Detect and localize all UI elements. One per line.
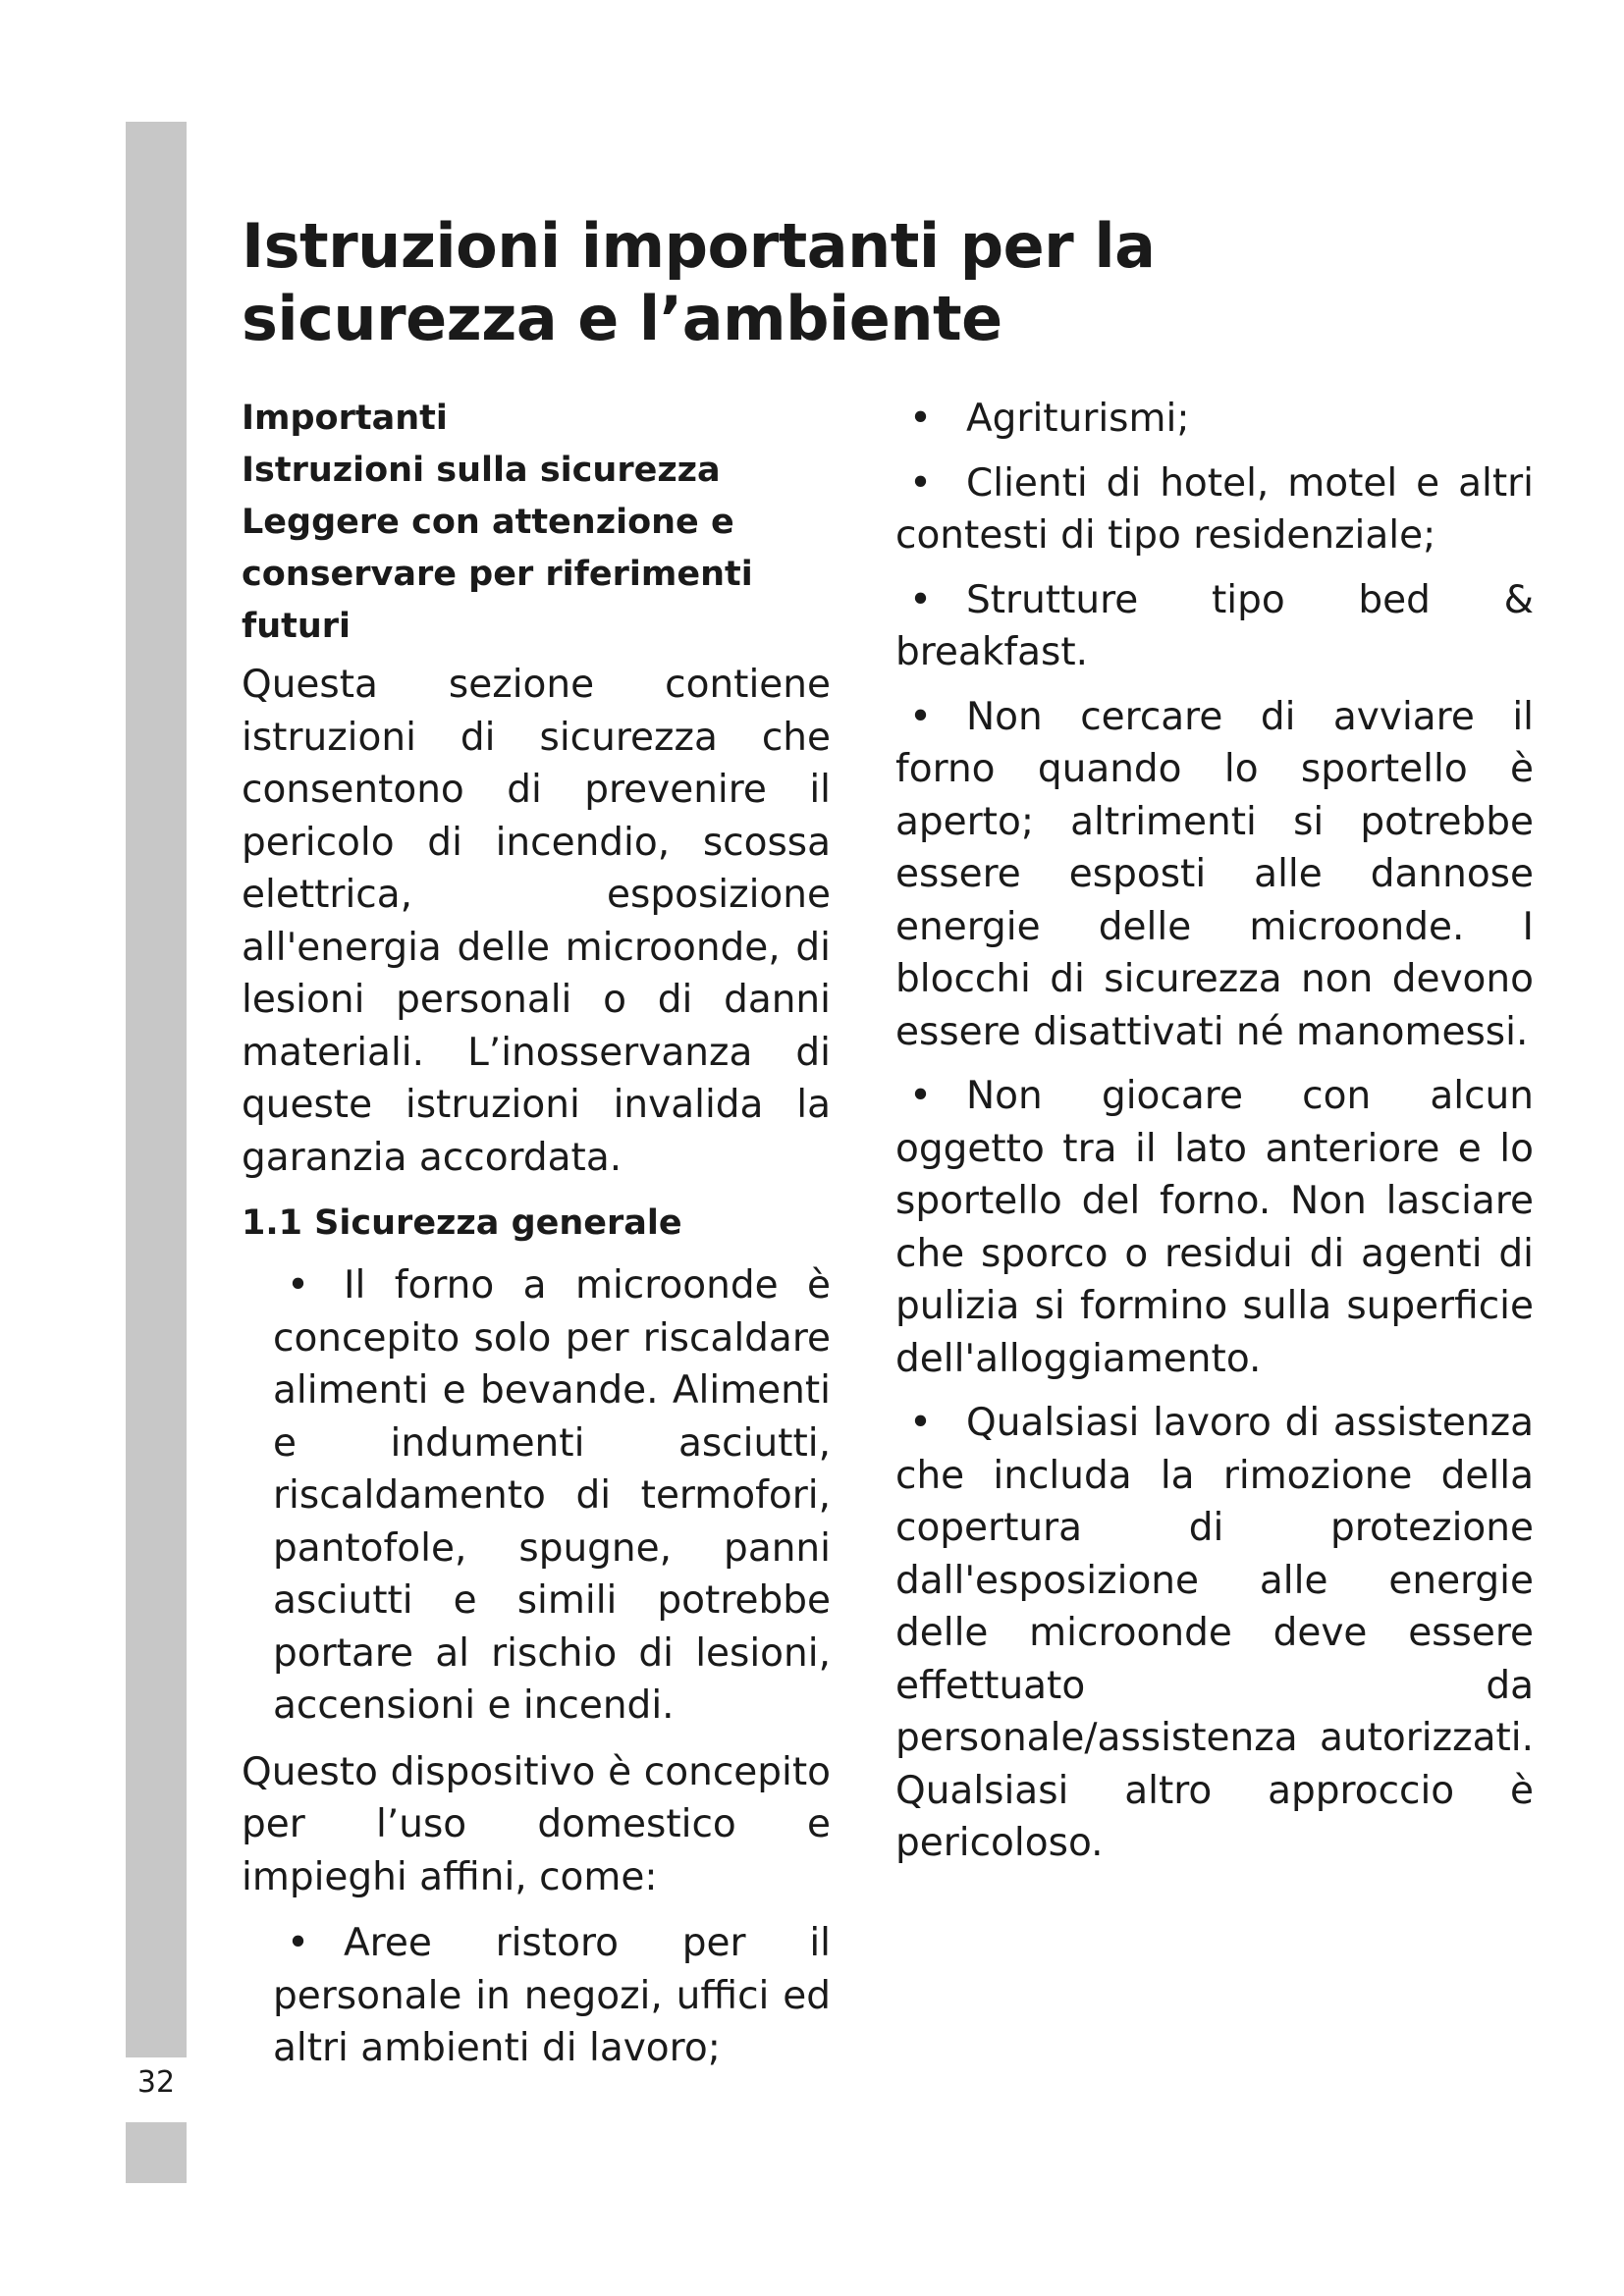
page-number: 32 — [136, 2065, 176, 2100]
bullet-icon: • — [909, 460, 933, 506]
bullet-text: Aree ristoro per il personale in negozi, uffici ed altri ambienti di lavoro; — [273, 1921, 831, 2070]
bullet-item — [895, 574, 1534, 679]
side-margin-block — [126, 2122, 187, 2183]
bullet-icon: • — [909, 577, 933, 622]
bullet-text: Il forno a microonde è concepito solo per riscaldare alimenti e bevande. Alimenti e indumenti asciutti, riscaldamento di termofori, pantofole, spugne, panni asciutti e simili potrebbe portare al rischio di lesioni, accensioni e incendi. — [273, 1263, 831, 1728]
bullet-text: Non cercare di avviare il forno quando lo sportello è aperto; altrimenti si potrebbe essere esposti alle dannose energie delle microonde. I blocchi di sicurezza non devono essere disattivati né manomessi. — [895, 694, 1534, 1054]
side-margin-bar — [126, 122, 187, 2057]
bullet-icon: • — [909, 694, 933, 739]
bullet-item — [242, 1259, 831, 1733]
subhead-group — [242, 393, 831, 653]
usage-paragraph: Questo dispositivo è concepito per l’uso domestico e impieghi affini, come: — [242, 1749, 831, 1899]
bullet-item — [895, 1070, 1534, 1385]
bullet-item — [242, 1917, 831, 2075]
bullet-icon: • — [909, 1074, 933, 1118]
page-title: Istruzioni importanti per la sicurezza e l’ambiente — [242, 210, 1156, 354]
right-column — [895, 393, 1534, 1882]
intro-paragraph: Questa sezione contiene istruzioni di sicurezza che consentono di prevenire il pericolo di incendio, scossa elettrica, esposizione all'energia delle microonde, di lesioni personali o di danni materiali. L’inosservanza di queste istruzioni invalida la garanzia accordata. — [242, 663, 831, 1180]
bullet-text: Non giocare con alcun oggetto tra il lato anteriore e lo sportello del forno. Non lasciare che sporco o residui di agenti di pulizia si formino sulla superficie dell'alloggiamento. — [895, 1074, 1534, 1381]
section-heading-general-safety: 1.1 Sicurezza generale — [242, 1203, 682, 1243]
left-column — [242, 393, 831, 2089]
bullet-item — [895, 457, 1534, 562]
subhead-leggere: Leggere con attenzione e conservare per riferimenti futuri — [242, 503, 753, 646]
subhead-istruzioni: Istruzioni sulla sicurezza — [242, 451, 721, 490]
bullet-icon: • — [287, 1921, 310, 1965]
subhead-importanti: Importanti — [242, 399, 448, 438]
bullet-item — [895, 393, 1534, 446]
bullet-item — [895, 1397, 1534, 1870]
bullet-item — [895, 691, 1534, 1059]
bullet-text: Strutture tipo bed & breakfast. — [895, 577, 1534, 674]
bullet-text: Qualsiasi lavoro di assistenza che includa la rimozione della copertura di protezione dall'esposizione alle energie delle microonde deve essere effettuato da personale/assistenza autorizzati. Qualsiasi altro approccio è pericoloso. — [895, 1401, 1534, 1865]
bullet-text: Agriturismi; — [966, 397, 1190, 441]
bullet-icon: • — [287, 1263, 310, 1308]
bullet-icon: • — [909, 397, 933, 441]
bullet-text: Clienti di hotel, motel e altri contesti di tipo residenziale; — [895, 460, 1534, 558]
bullet-icon: • — [909, 1401, 933, 1445]
